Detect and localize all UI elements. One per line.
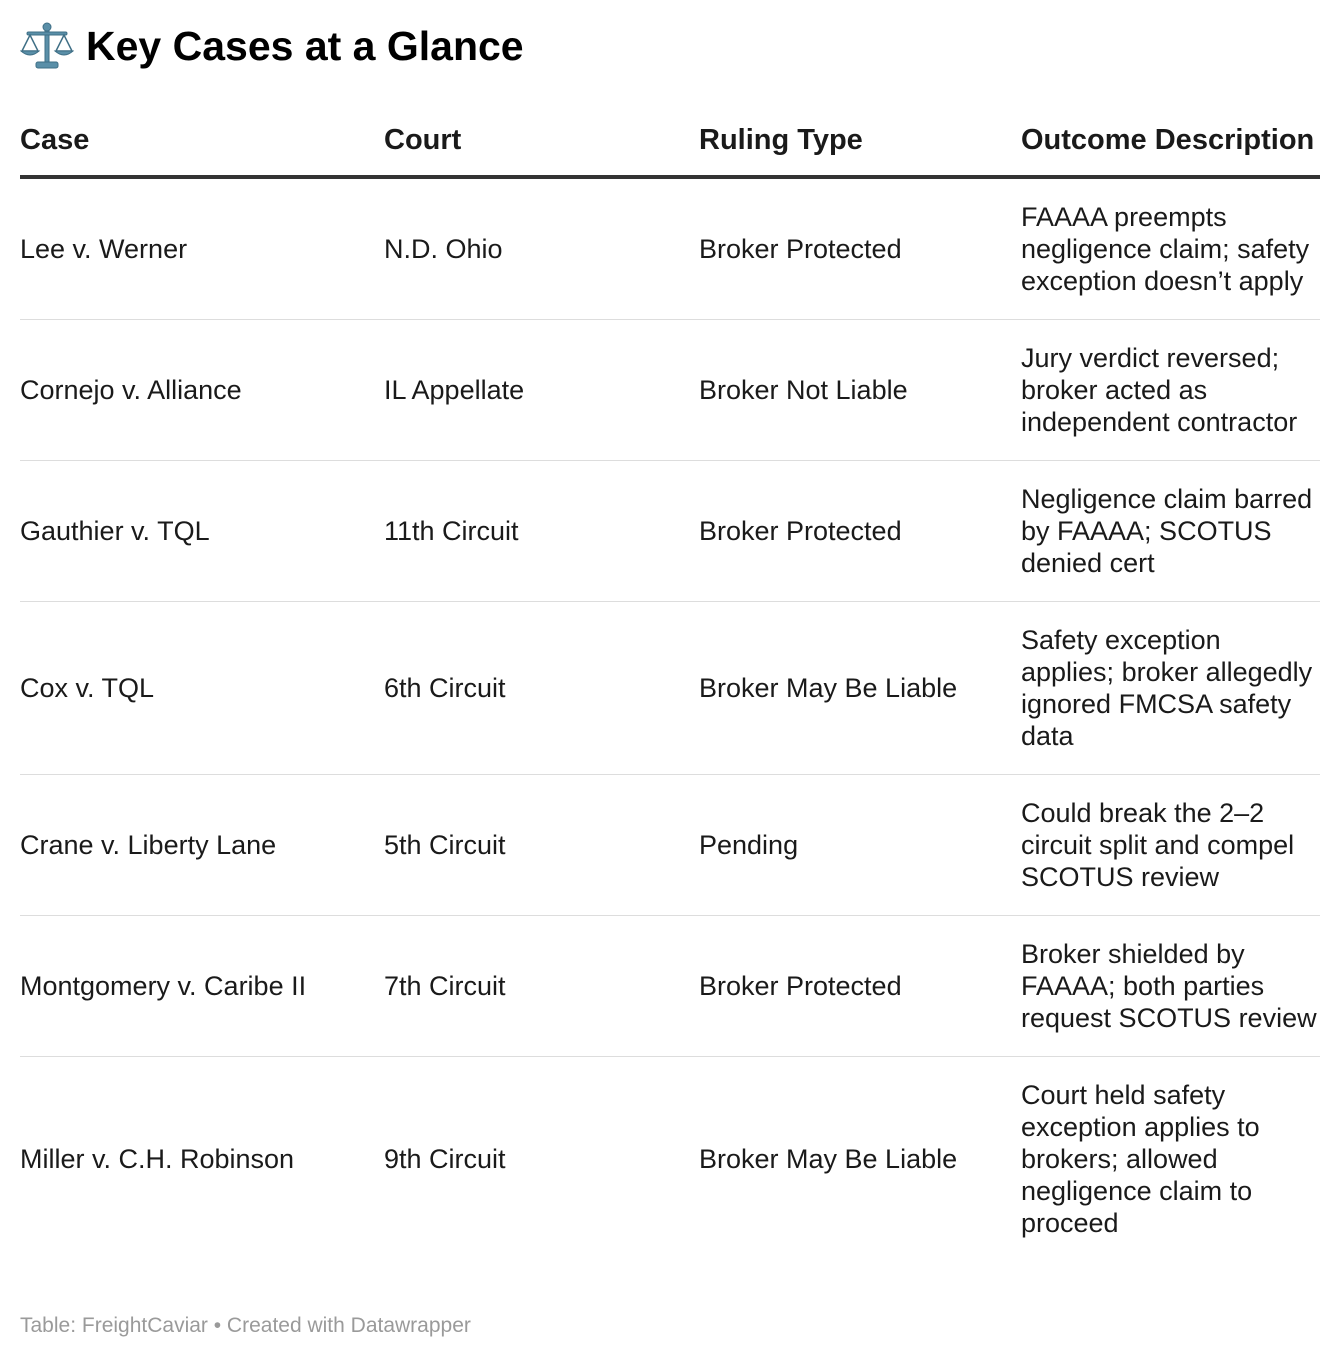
case-cell [20,320,384,461]
column-header-court[interactable]: Court [384,112,699,177]
court-name: IL Appellate [384,375,525,405]
court-name: 11th Circuit [384,516,519,546]
ruling-cell [699,775,1021,916]
court-cell [384,602,699,775]
cases-table [20,112,1320,1261]
court-name: 5th Circuit [384,830,506,860]
court-cell [384,461,699,602]
ruling-cell [699,320,1021,461]
table-row [20,320,1320,461]
outcome-cell [1021,1057,1320,1262]
outcome-cell [1021,177,1320,320]
case-name: Montgomery v. Caribe II [20,971,307,1001]
balance-scale-icon [20,21,74,71]
outcome-description: Broker shielded by FAAAA; both parties request SCOTUS review [1021,939,1317,1033]
ruling-type: Broker Not Liable [699,375,908,405]
column-header-case[interactable]: Case [20,112,384,177]
court-cell [384,916,699,1057]
case-name: Crane v. Liberty Lane [20,830,277,860]
case-cell [20,602,384,775]
table-row [20,177,1320,320]
title-row [20,18,524,74]
court-cell [384,177,699,320]
column-header-ruling-type[interactable]: Ruling Type [699,112,1021,177]
court-name: 6th Circuit [384,673,506,703]
case-name: Lee v. Werner [20,234,188,264]
table-row [20,775,1320,916]
ruling-type: Broker Protected [699,234,902,264]
case-name: Miller v. C.H. Robinson [20,1144,295,1174]
outcome-cell [1021,461,1320,602]
ruling-type: Broker May Be Liable [699,1144,958,1174]
outcome-description: Could break the 2–2 circuit split and compel SCOTUS review [1021,798,1295,892]
outcome-cell [1021,916,1320,1057]
source-footer: Table: FreightCaviar • Created with Datawrapper [20,1314,471,1337]
page-title: Key Cases at a Glance [86,22,524,69]
table-row [20,461,1320,602]
court-cell [384,1057,699,1262]
ruling-cell [699,177,1021,320]
court-name: N.D. Ohio [384,234,503,264]
ruling-type: Pending [699,830,799,860]
case-cell [20,775,384,916]
court-name: 9th Circuit [384,1144,506,1174]
case-cell [20,461,384,602]
outcome-description: Jury verdict reversed; broker acted as independent contractor [1021,343,1298,437]
ruling-cell [699,461,1021,602]
outcome-description: Negligence claim barred by FAAAA; SCOTUS denied cert [1021,484,1313,578]
ruling-type: Broker Protected [699,971,902,1001]
table-header-row [20,112,1320,177]
table-row [20,602,1320,775]
case-cell [20,177,384,320]
column-header-outcome-description[interactable]: Outcome Description [1021,112,1320,177]
table-row [20,916,1320,1057]
outcome-description: FAAAA preempts negligence claim; safety exception doesn’t apply [1021,202,1310,296]
case-name: Gauthier v. TQL [20,516,210,546]
outcome-description: Court held safety exception applies to brokers; allowed negligence claim to proceed [1021,1080,1260,1238]
outcome-cell [1021,320,1320,461]
court-cell [384,320,699,461]
ruling-type: Broker Protected [699,516,902,546]
case-name: Cornejo v. Alliance [20,375,242,405]
ruling-cell [699,916,1021,1057]
ruling-type: Broker May Be Liable [699,673,958,703]
case-name: Cox v. TQL [20,673,155,703]
court-name: 7th Circuit [384,971,506,1001]
court-cell [384,775,699,916]
outcome-description: Safety exception applies; broker allegedly ignored FMCSA safety data [1021,625,1313,751]
ruling-cell [699,602,1021,775]
case-cell [20,1057,384,1262]
outcome-cell [1021,602,1320,775]
ruling-cell [699,1057,1021,1262]
table-row [20,1057,1320,1262]
outcome-cell [1021,775,1320,916]
case-cell [20,916,384,1057]
